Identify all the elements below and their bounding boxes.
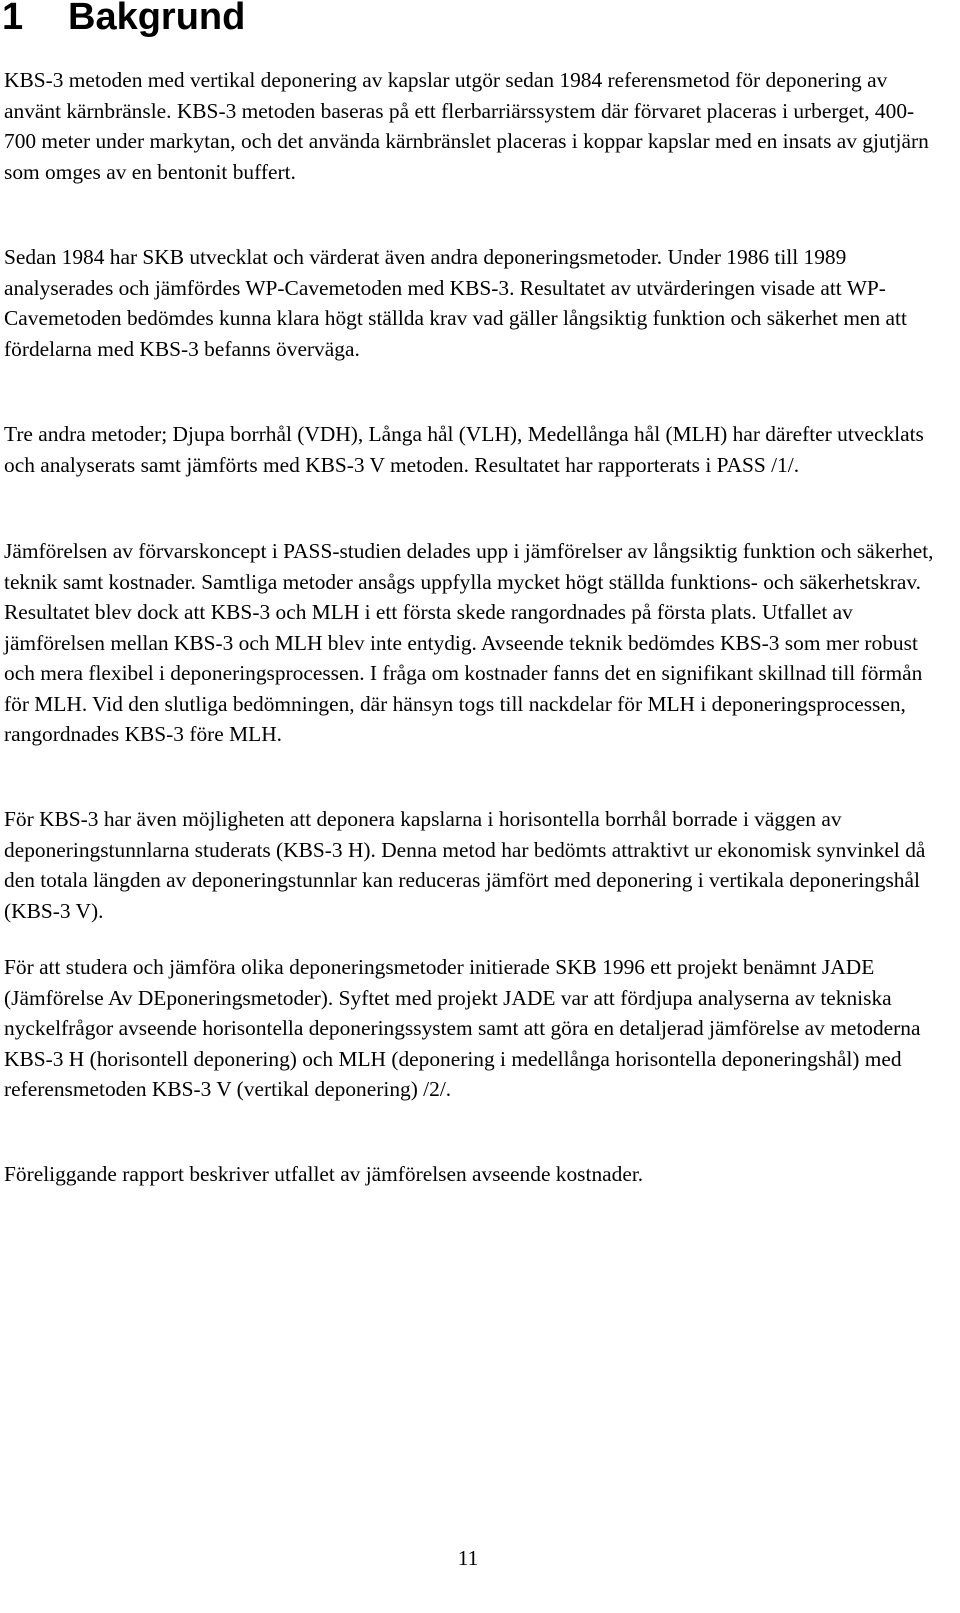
body-paragraph-1: KBS-3 metoden med vertikal deponering av kapslar utgör sedan 1984 referensmetod för deponering av använt kärnbränsle. KBS-3 metoden baseras på ett flerbarriärssystem där förvaret placeras i urberget, 400-700 meter under markytan, och det använda kärnbränslet placeras i koppar kapslar med en insats av gjutjärn som omges av en bentonit buffert. — [4, 68, 929, 184]
body-paragraph-6: För att studera och jämföra olika deponeringsmetoder initierade SKB 1996 ett projekt benämnt JADE (Jämförelse Av DEponeringsmetoder). Syftet med projekt JADE var att fördjupa analyserna av tekniska nyckelfrågor avseende horisontella deponeringssystem samt att göra en detaljerad jämförelse av metoderna KBS-3 H (horisontell deponering) och MLH (deponering i medellånga horisontella deponeringshål) med referensmetoden KBS-3 V (vertikal deponering) /2/. — [4, 955, 921, 1101]
section-title: Bakgrund — [68, 0, 246, 38]
body-paragraph-7: Föreliggande rapport beskriver utfallet av jämförelsen avseende kostnader. — [4, 1162, 644, 1186]
body-paragraph-5: För KBS-3 har även möjligheten att deponera kapslarna i horisontella borrhål borrade i väggen av deponeringstunnlarna studerats (KBS-3 H). Denna metod har bedömts attraktivt ur ekonomisk synvinkel då den totala längden av deponeringstunnlar kan reduceras jämfört med deponering i vertikala deponeringshål (KBS-3 V). — [4, 807, 926, 923]
section-heading — [2, 0, 245, 42]
body-paragraph-3: Tre andra metoder; Djupa borrhål (VDH), Långa hål (VLH), Medellånga hål (MLH) har därefter utvecklats och analyserats samt jämförts med KBS-3 V metoden. Resultatet har rapporterats i PASS /1/. — [4, 422, 924, 477]
body-paragraph-2: Sedan 1984 har SKB utvecklat och värderat även andra deponeringsmetoder. Under 1986 till 1989 analyserades och jämfördes WP-Cavemetoden med KBS-3. Resultatet av utvärderingen visade att WP-Cavemetoden bedömdes kunna klara högt ställda krav vad gäller långsiktig funktion och säkerhet men att fördelarna med KBS-3 befanns överväga. — [4, 245, 907, 361]
page-number: 11 — [457, 1546, 479, 1570]
section-number: 1 — [2, 0, 24, 38]
body-paragraph-4: Jämförelsen av förvarskoncept i PASS-studien delades upp i jämförelser av långsiktig funktion och säkerhet, teknik samt kostnader. Samtliga metoder ansågs uppfylla mycket högt ställda funktions- och säkerhetskrav. Resultatet blev dock att KBS-3 och MLH i ett första skede rangordnades på första plats. Utfallet av jämförelsen mellan KBS-3 och MLH blev inte entydig. Avseende teknik bedömdes KBS-3 som mer robust och mera flexibel i deponeringsprocessen. I fråga om kostnader fanns det en signifikant skillnad till förmån för MLH. Vid den slutliga bedömningen, där hänsyn togs till nackdelar för MLH i deponeringsprocessen, rangordnades KBS-3 före MLH. — [4, 539, 934, 746]
